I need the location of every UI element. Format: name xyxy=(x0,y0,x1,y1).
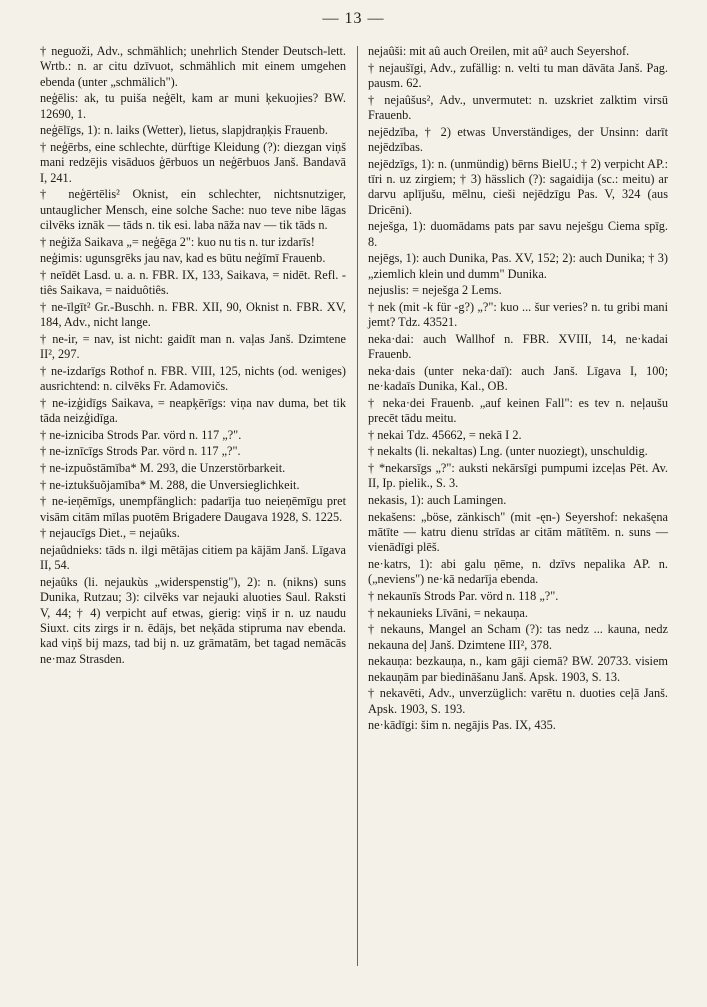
entry: † ne-izģidīgs Saikava, = neapķērīgs: viņa nav duma, bet tik tāda neizģidīga. xyxy=(40,395,346,426)
entry: nejuslis: = neješga 2 Lems. xyxy=(368,283,502,298)
entry: † nejaucīgs Diet., = nejaûks. xyxy=(40,526,180,541)
entry: nejaûks (li. nejaukùs „widerspenstig"), 2): n. (nikns) suns Dunika, Rutzau; 3): cilvēks var nejauki aluoties Saul. Raksti V, 44; † 4) verpicht auf etwas, gierig: viņš ir n. uz naudu Siuxt. cits zirgs ir n. ēdājs, bet neķāda stipruma nav ebenda. kad viņš bij mazs, tad bij n. uz grāmatām, bet tagad nemācās ne·maz Strasden. xyxy=(40,574,346,666)
entry: nekašens: „böse, zänkisch" (mit -ęn-) Seyershof: nekašęna mātīte — katru dienu strīdas ar citām mātītēm. n. suns — vienādīgi plēš. xyxy=(368,509,668,555)
entry: neģēlis: ak, tu puiša neģēlt, kam ar muni ķekuojies? BW. 12690, 1. xyxy=(40,91,346,121)
entry: ne·kādīgi: šim n. negājis Pas. IX, 435. xyxy=(368,718,556,733)
entry: † nejaûšus², Adv., unvermutet: n. uzskriet zalktim virsū Frauenb. xyxy=(368,92,668,122)
entry: nejaûši: mit aû auch Oreilen, mit aû² auch Seyershof. xyxy=(368,44,630,58)
entry: † ne-iznīcīgs Strods Par. vörd n. 117 „?". xyxy=(40,444,241,459)
entry: neģēlīgs, 1): n. laiks (Wetter), lietus, slapjdraņķis Frauenb. xyxy=(40,123,328,138)
entry: † nekauns, Mangel an Scham (?): tas nedz ... kauna, nedz nekauna deļ Janš. Dzimtene III², 378. xyxy=(368,622,668,652)
entry: † neģērtēlis² Oknist, ein schlechter, nichtsnutziger, untauglicher Mensch, eine solche Sache: nuo teve nibe lāgas cilvēks iznāk — tāds n. tik esi. laba nāža nav — tik tāds n. xyxy=(40,187,346,232)
entry: neka·dai: auch Wallhof n. FBR. XVIII, 14, ne·kadai Frauenb. xyxy=(368,331,668,362)
entry: † ne-ieņēmīgs, unempfänglich: padarīja tuo neieņēmīgu pret visām citām mīlas puotēm Brigadere Daugava 1928, S. 1225. xyxy=(40,494,346,524)
entry: † nekalts (li. nekaltas) Lng. (unter nuoziegt), unschuldig. xyxy=(368,444,648,459)
entry: † neka·dei Frauenb. „auf keinen Fall": es tev n. neļaušu precēt tādu meitu. xyxy=(368,395,668,426)
entry: † ne-izdarīgs Rothof n. FBR. VIII, 125, nichts (od. weniges) ausrichtend: n. cilvēks Fr. Adamovičs. xyxy=(40,363,346,394)
entry: nekasis, 1): auch Lamingen. xyxy=(368,493,507,508)
entry: † neģērbs, eine schlechte, dürftige Kleidung (?): diezgan viņš mani redzējis visāduos ģērbuos un neģērbuos Janš. Bandavā I, 241. xyxy=(40,139,346,185)
entry: neka·dais (unter neka·daī): auch Janš. Līgava I, 100; ne·kadaīs Dunika, Kal., OB. xyxy=(368,363,668,394)
entry: nejēdzīgs, 1): n. (unmündig) bērns BielU.; † 2) verpicht AP.: tīri n. uz zirgiem; † 3) hässlich (?): sagaidija (sc.: meitu) ar darvu aplījušu, mēlnu, cieši nejēdzīgu Pas. V, 324 (aus Dricēni). xyxy=(368,156,668,217)
entry: nejēdzība, † 2) etwas Unverständiges, der Unsinn: darīt nejēdzības. xyxy=(368,124,668,154)
entry: nejaûdnieks: tāds n. ilgi mētājas citiem pa kājām Janš. Līgava II, 54. xyxy=(40,543,346,573)
column-divider xyxy=(357,46,358,966)
entry: ne·katrs, 1): abi galu ņēme, n. dzīvs nepalika AP. n. („neviens") ne·kā nedarīja ebenda. xyxy=(368,557,668,587)
entry: † ne-īlgīt² Gr.-Buschh. n. FBR. XII, 90, Oknist n. FBR. XV, 184, Adv., nicht lange. xyxy=(40,299,346,330)
entry: † *nekarsīgs „?": auksti nekārsīgi pumpumi izceļas Pēt. Av. II, Ip. pielik., S. 3. xyxy=(368,461,668,491)
entry: † ne-izpuõstāmība* M. 293, die Unzerstörbarkeit. xyxy=(40,461,286,476)
entry: † ne-ir, = nav, ist nicht: gaidīt man n. vaļas Janš. Dzimtene II², 297. xyxy=(40,331,346,362)
entry: neģimis: ugunsgrēks jau nav, kad es būtu neģīmī Frauenb. xyxy=(40,251,326,266)
entry: † nekaunīs Strods Par. vörd n. 118 „?". xyxy=(368,589,559,604)
right-column xyxy=(368,44,668,735)
entry: † nekaunieks Līvāni, = nekauņa. xyxy=(368,605,528,620)
entry: † neģiža Saikava „= neģēga 2": kuo nu tis n. tur izdarīs! xyxy=(40,234,315,249)
page-number: — 13 — xyxy=(322,10,385,27)
entry: nejēgs, 1): auch Dunika, Pas. XV, 152; 2): auch Dunika; † 3) „ziemlich klein und dumm" Dunika. xyxy=(368,251,668,281)
entry: † nejaušīgi, Adv., zufällig: n. velti tu man dāvāta Janš. Pag. pausm. 62. xyxy=(368,60,668,90)
entry: † ne-iztukšuõjamība* M. 288, die Unversieglichkeit. xyxy=(40,477,300,492)
entry: neješga, 1): duomādams pats par savu neješgu Ciema spīg. 8. xyxy=(368,219,668,249)
entry: † nek (mit -k für -g?) „?": kuo ... šur veries? n. tu gribi mani jemt? Tdz. 43521. xyxy=(368,299,668,330)
entry: † nekai Tdz. 45662, = nekā I 2. xyxy=(368,427,522,442)
entry: † neīdēt Lasd. u. a. n. FBR. IX, 133, Saikava, = nidēt. Refl. -tiês Saikava, = naiduôtiês. xyxy=(40,267,346,298)
left-column xyxy=(40,44,346,668)
entry: † neguoži, Adv., schmählich; unehrlich Stender Deutsch-lett. Wrtb.: n. ar citu dzīvuot, schmählich mit einem umgehen ebenda (unter „schmälich"). xyxy=(40,44,346,89)
entry: † nekavēti, Adv., unverzüglich: varētu n. duoties ceļā Janš. Apsk. 1903, S. 193. xyxy=(368,686,668,716)
entry: nekauņa: bezkauņa, n., kam gāji ciemā? BW. 20733. visiem nekauņām par biedināšanu Janš. Apsk. 1903, S. 13. xyxy=(368,654,668,684)
entry: † ne-izniciba Strods Par. vörd n. 117 „?". xyxy=(40,427,242,442)
